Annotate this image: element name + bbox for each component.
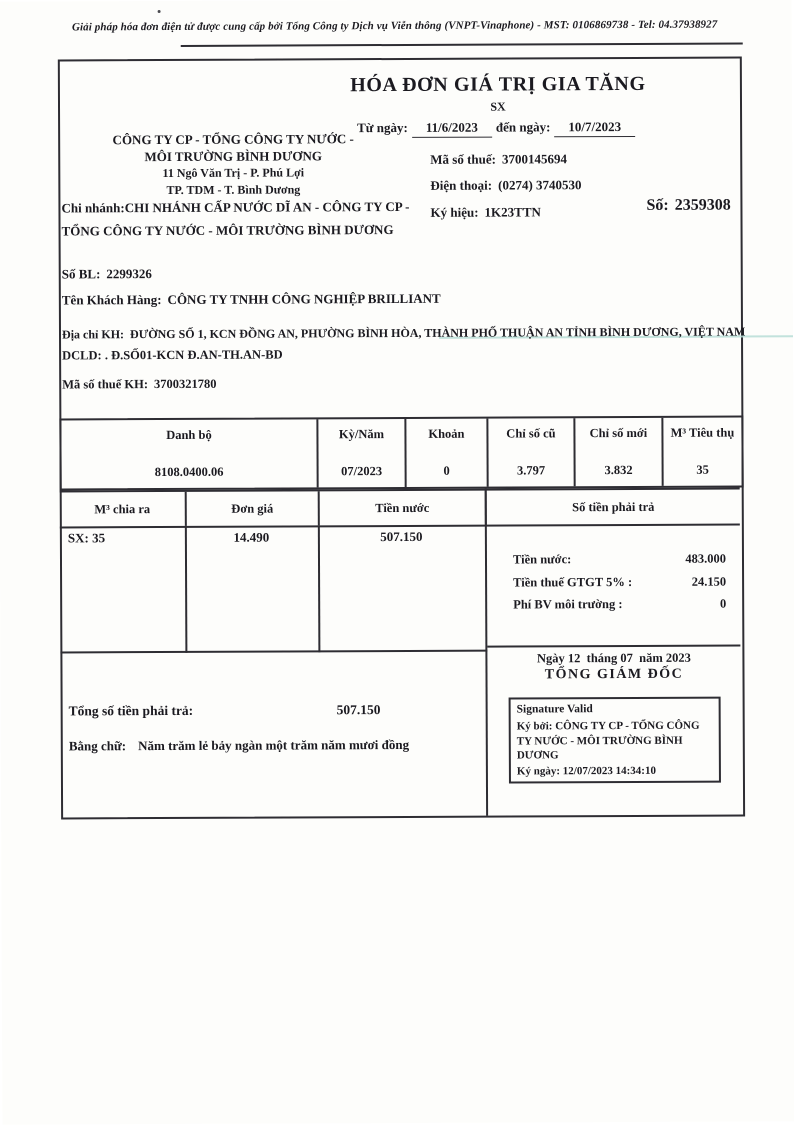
customer-address-row (62, 324, 745, 342)
branch-value: CHI NHÁNH CẤP NƯỚC DĨ AN - CÔNG TY CP - TỔNG CÔNG TY NƯỚC - MÔI TRƯỜNG BÌNH DƯƠNG (61, 198, 410, 238)
usage-value-tien-nuoc: 507.150 (380, 528, 423, 545)
seller-block (63, 131, 403, 198)
seller-info-right (430, 146, 660, 226)
signature-valid-text: Signature Valid (516, 703, 593, 716)
usage-header-so-tien: Số tiền phải trả (485, 490, 740, 525)
from-date-label: Từ ngày: (357, 119, 408, 136)
total-label: Tổng số tiền phải trả: (68, 702, 194, 719)
amounts-block (487, 548, 740, 617)
director-title: TỔNG GIÁM ĐỐC (544, 666, 684, 683)
customer-tax-value: 3700321780 (153, 376, 217, 392)
customer-address-label: Địa chỉ KH: (61, 327, 125, 342)
branch-label: Chi nhánh: (61, 200, 125, 216)
seller-tax-label: Mã số thuế: (430, 151, 496, 167)
from-date-value: 11/6/2023 (412, 120, 492, 138)
provider-underline (181, 42, 743, 46)
amount-label: Tiền thuế GTGT 5% : (513, 574, 633, 589)
so-bl-label: Số BL: (61, 266, 101, 282)
usage-value-chia-ra: SX: 35 (67, 530, 106, 546)
signature-stamp (509, 697, 721, 784)
provider-line: Giải pháp hóa đơn điện tử được cung cấp bởi Tổng Công ty Dịch vụ Viễn thông (VNPT-Vinaphone) - MST: 0106869738 - Tel: 04.37938927 (71, 18, 718, 34)
serial-label: Ký hiệu: (430, 204, 479, 220)
customer-name-row (62, 291, 441, 309)
meter-col-chi-so-cu (486, 418, 573, 486)
amount-label: Phí BV môi trường : (513, 597, 623, 612)
seller-phone-label: Điện thoại: (430, 177, 493, 193)
meter-header: Danh bộ (166, 427, 212, 443)
amount-value: 0 (719, 596, 727, 611)
seller-name-line1: CÔNG TY CP - TỔNG CÔNG TY NƯỚC - (112, 131, 354, 148)
usage-header-tien-nuoc: Tiền nước (318, 491, 485, 526)
meter-header: Chỉ số cũ (506, 426, 556, 441)
amount-row-tien-nuoc (487, 548, 740, 572)
meter-value: 3.832 (604, 462, 633, 478)
meter-header: M³ Tiêu thụ (670, 425, 735, 440)
words-value: Năm trăm lẻ bảy ngàn một trăm năm mươi đồng (138, 736, 410, 754)
meter-table (59, 415, 743, 490)
meter-value: 3.797 (517, 463, 546, 478)
seller-tax-row (430, 146, 660, 173)
meter-value: 8108.0400.06 (154, 464, 224, 480)
to-date-label: đến ngày: (495, 119, 551, 135)
seller-phone-value: (0274) 3740530 (498, 176, 582, 193)
meter-col-tieu-thu (661, 417, 741, 485)
meter-header: Khoản (428, 426, 465, 441)
invoice-number (646, 197, 730, 215)
usage-header-chia-ra: M³ chia ra (94, 501, 151, 516)
seller-address-line1: 11 Ngô Văn Trị - P. Phú Lợi (162, 165, 305, 181)
usage-table-header (60, 488, 740, 529)
amount-value: 24.150 (691, 574, 727, 589)
amount-in-words (69, 737, 409, 754)
meter-col-danh-bo (61, 419, 316, 488)
serial-value: 1K23TTN (484, 204, 541, 220)
customer-address-value: ĐƯỜNG SỐ 1, KCN ĐỒNG AN, PHƯỜNG BÌNH HÒA, THÀNH PHỐ THUẬN AN TỈNH BÌNH DƯƠNG, VIỆT NAM (129, 324, 746, 342)
customer-tax-row (62, 377, 216, 393)
invoice-subtitle: SX (490, 99, 506, 114)
meter-col-chi-so-moi (573, 418, 661, 486)
seller-tax-value: 3700145694 (501, 151, 567, 167)
signature-signed-date: Ký ngày: 12/07/2023 14:34:10 (516, 764, 656, 777)
amount-label: Tiền nước: (512, 552, 572, 567)
seller-so-bl (62, 266, 152, 282)
customer-dcld-line: DCLD: . Đ.SỐ01-KCN Đ.AN-TH.AN-BD (62, 347, 283, 363)
amount-row-thue-gtgt (487, 570, 740, 594)
seller-address-line2: TP. TDM - T. Bình Dương (166, 181, 301, 197)
title-block (298, 73, 698, 139)
so-bl-value: 2299326 (106, 266, 152, 282)
meter-header: Kỳ/Năm (338, 427, 385, 442)
invoice-title: HÓA ĐƠN GIÁ TRỊ GIA TĂNG (350, 72, 646, 97)
total-value: 507.150 (336, 702, 381, 718)
meter-header: Chỉ số mới (589, 425, 648, 441)
words-label: Bằng chữ: (68, 738, 127, 754)
scan-speck (158, 10, 161, 13)
customer-tax-label: Mã số thuế KH: (62, 377, 149, 392)
usage-header-don-gia: Đơn giá (185, 491, 318, 526)
usage-value-don-gia: 14.490 (233, 529, 270, 545)
meter-col-khoan (404, 419, 486, 487)
amount-value: 483.000 (685, 551, 727, 566)
serial-row (430, 199, 660, 226)
signature-signed-by: Ký bởi: CÔNG TY CP - TỔNG CÔNG TY NƯỚC - MÔI TRƯỜNG BÌNH DƯƠNG (516, 719, 700, 762)
meter-col-ky-nam (316, 419, 404, 487)
amount-row-phi-bv (487, 593, 740, 617)
meter-value: 35 (696, 462, 709, 477)
seller-phone-row (430, 171, 660, 198)
signature-date-line: Ngày 12 tháng 07 năm 2023 (536, 650, 691, 666)
seller-name-line2: MÔI TRƯỜNG BÌNH DƯƠNG (144, 147, 323, 164)
customer-name-label: Tên Khách Hàng: (61, 292, 162, 308)
invoice-number-value: 2359308 (674, 196, 731, 214)
invoice-number-label: Số: (646, 196, 669, 214)
to-date-value: 10/7/2023 (554, 119, 635, 137)
meter-value: 0 (443, 463, 450, 478)
customer-name-value: CÔNG TY TNHH CÔNG NGHIỆP BRILLIANT (167, 290, 441, 307)
seller-branch (61, 196, 431, 243)
meter-value: 07/2023 (341, 464, 383, 479)
